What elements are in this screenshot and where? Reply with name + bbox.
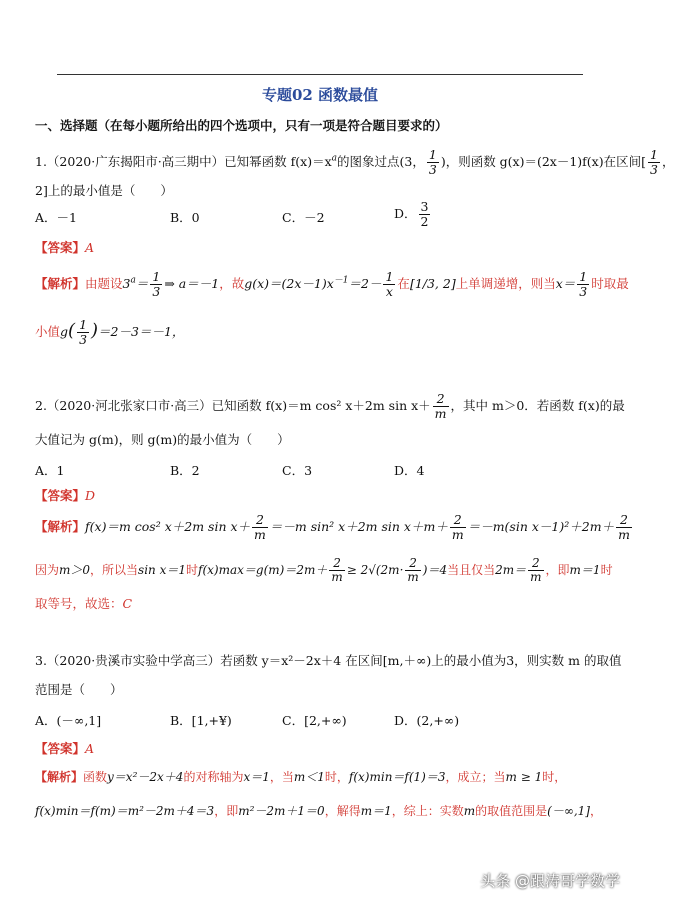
q1-exp-text3: 在 — [397, 275, 410, 291]
q1-exp-sup: a — [130, 275, 136, 286]
q3-exp2-i: (－∞,1] — [547, 804, 590, 818]
q1-text-b: 的图象过点(3， — [337, 153, 425, 169]
q2-answer — [35, 486, 95, 504]
q1-exp-interval: [1/3, 2] — [409, 275, 456, 291]
q3-option-d: D．(2,+∞) — [394, 713, 460, 728]
q3-exp2-c: m²－2m＋1＝0 — [238, 804, 325, 818]
q3-exp-e: ，当 — [269, 770, 294, 784]
q3-exp-a: 函数 — [83, 770, 108, 784]
q3-exp-b: y＝x²－2x＋4 — [107, 770, 184, 784]
q2-exp-math2: ＝－m sin² x＋2m sin x＋m＋ — [269, 518, 448, 534]
q2-exp2-k: ，即 — [545, 563, 570, 578]
q3-exp2-g: m — [463, 804, 476, 818]
q1-text-c: )，则函数 g(x)＝(2x－1)f(x)在区间[ — [440, 153, 646, 169]
q3-answer-label: 【答案】 — [35, 741, 86, 756]
q2-exp2-frac1: $\frac{2}{m}$ — [331, 556, 343, 585]
q3-exp2-d: ，解得 — [324, 804, 361, 818]
q2-exp2-m: 时 — [600, 563, 613, 578]
q1-exp-label: 【解析】 — [35, 275, 86, 291]
q2-exp-math3: ＝－m(sin x－1)²＋2m＋ — [467, 518, 615, 534]
q1-exp-math2: ⇒ a＝－1 — [164, 275, 220, 291]
q1-option-b: B．0 — [170, 210, 200, 225]
q1-exp-frac2: $\frac{1}{x}$ — [385, 269, 394, 299]
q3-exp-k: 时， — [542, 770, 567, 784]
q2-exp2-j: 2m＝ — [495, 563, 527, 578]
q2-exp2-a: 因为 — [35, 563, 60, 578]
q1-explanation-line2: 小值g( $\frac{1}{3}$ )＝2－3＝－1， — [35, 317, 185, 347]
q2-exp-math1: f(x)＝m cos² x＋2m sin x＋ — [85, 518, 251, 534]
q1-exp-math4: ＝2－ — [348, 275, 382, 291]
q1-exp-a: a — [331, 153, 338, 164]
q2-option-a: A．1 — [35, 463, 65, 478]
q3-exp-j: m ≥ 1 — [505, 770, 543, 784]
q1-exp2-text: 小值 — [35, 323, 61, 339]
q2-exp-label: 【解析】 — [35, 518, 86, 534]
q2-exp2-e: 时 — [186, 563, 199, 578]
q2-exp3-text: 取等号，故选： — [35, 596, 123, 611]
q2-exp2-d: sin x＝1 — [138, 563, 186, 578]
q1-option-d-label: D． — [394, 205, 417, 221]
q2-explanation-line3 — [35, 596, 132, 611]
q1-exp2-frac: $\frac{1}{3}$ — [79, 317, 88, 347]
q3-exp-g: 时， — [324, 770, 349, 784]
q1-text-a: 1.（2020·广东揭阳市·高三期中）已知幂函数 f(x)＝x — [35, 153, 332, 169]
q3-option-c: C．[2,+∞) — [282, 713, 347, 728]
q2-exp2-g: ≥ 2√(2m· — [346, 563, 404, 578]
q3-exp2-b: ，即 — [214, 804, 239, 818]
q2-exp2-i: 当且仅当 — [447, 563, 496, 578]
q3-exp-d: x＝1 — [243, 770, 270, 784]
q1-option-c: C．－2 — [282, 210, 325, 225]
q2-exp2-frac2: $\frac{2}{m}$ — [407, 556, 419, 585]
q2-text-b: ，其中 m＞0．若函数 f(x)的最 — [450, 397, 625, 413]
section-heading: 一、选择题（在每小题所给出的四个选项中，只有一项是符合题目要求的） — [35, 118, 448, 133]
q2-exp3-answer: C — [122, 596, 133, 611]
top-rule — [57, 74, 583, 75]
q2-exp2-frac3: $\frac{2}{m}$ — [530, 556, 542, 585]
q1-exp-text: 由题设 — [85, 275, 123, 291]
q1-exp-text4: 上单调递增，则当 — [455, 275, 556, 291]
q2-option-d: D．4 — [394, 463, 425, 478]
q3-line2: 范围是（ ） — [35, 682, 123, 697]
q2-exp2-c: ，所以当 — [90, 563, 139, 578]
q2-exp2-f: f(x)max＝g(m)＝2m＋ — [198, 563, 328, 578]
q2-answer-label: 【答案】 — [35, 488, 86, 503]
q1-option-d-frac: $\frac{3}{2}$ — [420, 199, 429, 229]
q3-exp-label: 【解析】 — [35, 770, 84, 784]
q2-option-c: C．3 — [282, 463, 313, 478]
q1-answer-value: A — [85, 240, 95, 255]
q1-answer-label: 【答案】 — [35, 240, 86, 255]
q3-exp2-j: ， — [589, 804, 602, 818]
q3-exp2-e: m＝1 — [360, 804, 392, 818]
q1-explanation-line1 — [35, 270, 629, 299]
q2-exp2-b: m＞0 — [59, 563, 91, 578]
q1-option-d — [394, 200, 432, 229]
q3-exp-i: ，成立；当 — [445, 770, 506, 784]
q1-option-a: A．－1 — [35, 210, 77, 225]
q2-exp-frac1: $\frac{2}{m}$ — [254, 512, 266, 542]
q2-line1 — [35, 392, 625, 421]
q1-exp-sup2: －1 — [333, 275, 349, 286]
q1-exp-math: 3 — [122, 275, 131, 291]
q3-line1: 3.（2020·贵溪市实验中学高三）若函数 y＝x²－2x＋4 在区间[m,＋∞)上的最小值为3，则实数 m 的取值 — [35, 653, 622, 668]
q1-line1 — [35, 148, 674, 177]
q1-exp-math5: x＝ — [555, 275, 576, 291]
q2-frac: $\frac{2}{m}$ — [434, 391, 447, 421]
q1-exp2-g: g — [60, 323, 69, 339]
q3-exp2-a: f(x)min＝f(m)＝m²－2m＋4＝3 — [35, 804, 215, 818]
q2-explanation-line2 — [35, 557, 613, 584]
q3-option-a: A．(－∞,1] — [35, 713, 102, 728]
q2-answer-value: D — [85, 488, 96, 503]
q1-exp-math3: g(x)＝(2x－1)x — [244, 275, 334, 291]
q3-exp-c: 的对称轴为 — [183, 770, 244, 784]
q2-text-a: 2.（2020·河北张家口市·高三）已知函数 f(x)＝m cos² x＋2m sin x＋ — [35, 397, 431, 413]
q3-explanation-line2 — [35, 804, 602, 818]
q2-explanation-line1 — [35, 513, 634, 542]
q1-line2: 2]上的最小值是（ ） — [35, 183, 173, 198]
q2-exp2-l: m＝1 — [569, 563, 601, 578]
q1-answer — [35, 238, 94, 256]
q3-exp-f: m＜1 — [293, 770, 325, 784]
q3-explanation-line1 — [35, 770, 566, 784]
q1-exp-frac3: $\frac{1}{3}$ — [579, 269, 588, 299]
q3-exp2-f: ，综上：实数 — [391, 804, 464, 818]
q3-answer — [35, 739, 94, 757]
q1-frac-1-3: $\frac{1}{3}$ — [428, 147, 437, 177]
q2-exp-frac3: $\frac{2}{m}$ — [618, 512, 630, 542]
q1-exp2-math: ＝2－3＝－1， — [98, 323, 185, 339]
watermark: 头条 @跟涛哥学数学 — [480, 872, 620, 890]
q1-exp-text2: ，故 — [219, 275, 245, 291]
q2-exp-frac2: $\frac{2}{m}$ — [451, 512, 464, 542]
q2-line2: 大值记为 g(m)，则 g(m)的最小值为（ ） — [35, 432, 290, 447]
page-title: 专题02 函数最值 — [261, 86, 379, 104]
q3-exp-h: f(x)min＝f(1)＝3 — [348, 770, 446, 784]
q3-exp2-h: 的取值范围是 — [475, 804, 548, 818]
q1-frac-1-3b: $\frac{1}{3}$ — [649, 147, 658, 177]
q3-answer-value: A — [85, 741, 95, 756]
q1-exp-text5: 时取最 — [591, 275, 629, 291]
q3-option-b: B．[1,+¥) — [170, 713, 232, 728]
q1-text-d: ， — [661, 153, 674, 169]
q2-exp2-h: )＝4 — [422, 563, 448, 578]
q1-exp-frac: $\frac{1}{3}$ — [152, 269, 161, 299]
q1-exp-eq: ＝ — [135, 275, 149, 291]
q2-option-b: B．2 — [170, 463, 200, 478]
